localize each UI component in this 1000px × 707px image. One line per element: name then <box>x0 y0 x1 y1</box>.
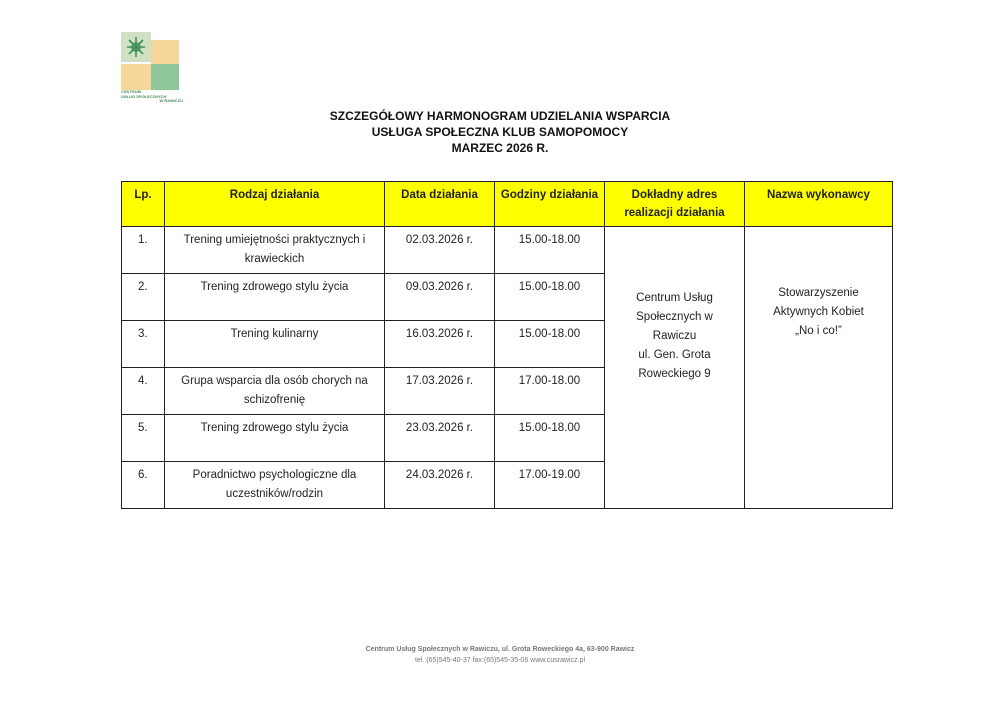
column-header-contractor: Nazwa wykonawcy <box>745 182 893 227</box>
logo-emblem-icon <box>124 34 148 60</box>
logo-square-yellow-lower <box>121 64 151 90</box>
cell-activity: Trening zdrowego stylu życia <box>165 415 385 462</box>
cell-hours: 15.00-18.00 <box>495 227 605 274</box>
address-line: Roweckiego 9 <box>638 368 711 380</box>
address-line: Społecznych w <box>636 311 713 323</box>
cell-hours: 17.00-18.00 <box>495 368 605 415</box>
cell-lp: 3. <box>122 321 165 368</box>
table-header-row <box>122 182 893 227</box>
contractor-line: Stowarzyszenie <box>778 287 859 299</box>
cell-activity: Grupa wsparcia dla osób chorych na schizofrenię <box>165 368 385 415</box>
cell-hours: 17.00-19.00 <box>495 462 605 509</box>
logo-text-line1: CENTRUM <box>121 89 141 94</box>
column-header-address: Dokładny adres realizacji działania <box>605 182 745 227</box>
cell-lp: 4. <box>122 368 165 415</box>
cell-date: 17.03.2026 r. <box>385 368 495 415</box>
footer-contact: tel.:(65)545-40-37 fax:(65)545-35-06 www.cusrawicz.pl <box>414 657 586 664</box>
cell-lp: 5. <box>122 415 165 462</box>
contractor-line: „No i co!” <box>795 325 842 337</box>
cell-contractor <box>745 227 893 509</box>
logo-text-line2: USŁUG SPOŁECZNYCH <box>121 93 167 99</box>
cell-date: 16.03.2026 r. <box>385 321 495 368</box>
address-line: Rawiczu <box>652 330 697 342</box>
contractor-line: Aktywnych Kobiet <box>773 306 864 318</box>
cell-activity: Poradnictwo psychologiczne dla uczestników/rodzin <box>165 462 385 509</box>
logo-square-yellow <box>151 40 179 64</box>
footer-address: Centrum Usług Społecznych w Rawiczu, ul. Grota Roweckiego 4a, 63-900 Rawicz <box>365 646 635 653</box>
title-line2: USŁUGA SPOŁECZNA KLUB SAMOPOMOCY <box>371 125 629 139</box>
title-line3: MARZEC 2026 R. <box>451 141 549 155</box>
logo-text <box>121 90 183 104</box>
cell-hours: 15.00-18.00 <box>495 415 605 462</box>
cell-activity: Trening kulinarny <box>165 321 385 368</box>
cell-address <box>605 227 745 509</box>
cell-date: 23.03.2026 r. <box>385 415 495 462</box>
cell-lp: 2. <box>122 274 165 321</box>
cell-hours: 15.00-18.00 <box>495 274 605 321</box>
logo-text-line3: W RAWICZU <box>159 98 183 103</box>
address-line: ul. Gen. Grota <box>638 349 711 361</box>
page-footer <box>300 644 700 666</box>
cell-activity: Trening umiejętności praktycznych i krawieckich <box>165 227 385 274</box>
document-title <box>300 108 700 156</box>
column-header-hours: Godziny działania <box>495 182 605 227</box>
title-line1: SZCZEGÓŁOWY HARMONOGRAM UDZIELANIA WSPARCIA <box>329 109 671 123</box>
schedule-table <box>121 181 893 509</box>
logo-square-green-lower <box>151 64 179 90</box>
organization-logo <box>121 32 183 104</box>
address-line: Centrum Usług <box>636 292 713 304</box>
cell-date: 09.03.2026 r. <box>385 274 495 321</box>
cell-lp: 1. <box>122 227 165 274</box>
cell-date: 24.03.2026 r. <box>385 462 495 509</box>
cell-date: 02.03.2026 r. <box>385 227 495 274</box>
column-header-date: Data działania <box>385 182 495 227</box>
cell-lp: 6. <box>122 462 165 509</box>
cell-activity: Trening zdrowego stylu życia <box>165 274 385 321</box>
cell-hours: 15.00-18.00 <box>495 321 605 368</box>
column-header-lp: Lp. <box>122 182 165 227</box>
column-header-activity: Rodzaj działania <box>165 182 385 227</box>
table-row <box>122 227 893 274</box>
